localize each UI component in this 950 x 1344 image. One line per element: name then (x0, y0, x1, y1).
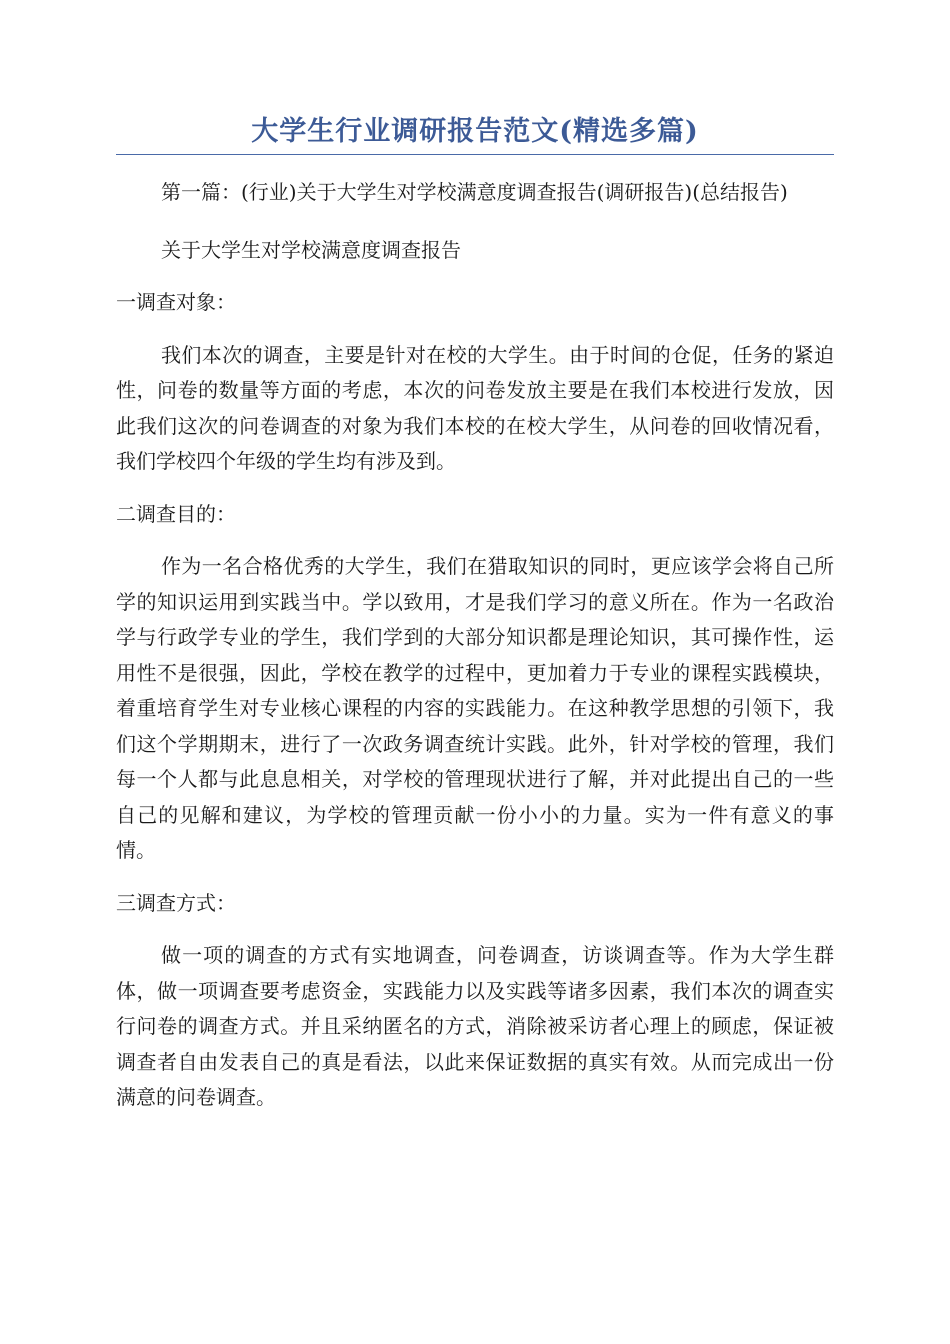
heading-survey-purpose: 二调查目的： (116, 501, 236, 526)
heading-survey-target: 一调查对象： (116, 290, 236, 314)
paragraph-survey-method: 做一项的调查的方式有实地调查，问卷调查，访谈调查等。作为大学生群体，做一项调查要考虑资金，实践能力以及实践等诸多因素，我们本次的调查实行问卷的调查方式。并且采纳匿名的方式，消除被采访者心理上的顾虑，保证被调查者自由发表自己的真是看法，以此来保证数据的真实有效。从而完成出一份满意的问卷调查。 (116, 943, 834, 1109)
section-heading-part-one: 第一篇：(行业)关于大学生对学校满意度调查报告(调研报告)(总结报告) (161, 180, 788, 204)
document-page (116, 112, 834, 1116)
paragraph-survey-target: 我们本次的调查，主要是针对在校的大学生。由于时间的仓促，任务的紧迫性，问卷的数量等方面的考虑，本次的问卷发放主要是在我们本校进行发放，因此我们这次的问卷调查的对象为我们本校的在校大学生，从问卷的回收情况看，我们学校四个年级的学生均有涉及到。 (116, 342, 834, 473)
heading-survey-method: 三调查方式： (116, 890, 236, 915)
title-underline (116, 154, 834, 155)
report-subtitle: 关于大学生对学校满意度调查报告 (161, 237, 461, 262)
document-title: 大学生行业调研报告范文(精选多篇) (251, 116, 699, 147)
paragraph-survey-purpose: 作为一名合格优秀的大学生，我们在猎取知识的同时，更应该学会将自己所学的知识运用到实践当中。学以致用，才是我们学习的意义所在。作为一名政治学与行政学专业的学生，我们学到的大部分知识都是理论知识，其可操作性，运用性不是很强，因此，学校在教学的过程中，更加着力于专业的课程实践模块，着重培育学生对专业核心课程的内容的实践能力。在这种教学思想的引领下，我们这个学期期末，进行了一次政务调查统计实践。此外，针对学校的管理，我们每一个人都与此息息相关，对学校的管理现状进行了解，并对此提出自己的一些自己的见解和建议，为学校的管理贡献一份小小的力量。实为一件有意义的事情。 (116, 554, 834, 862)
